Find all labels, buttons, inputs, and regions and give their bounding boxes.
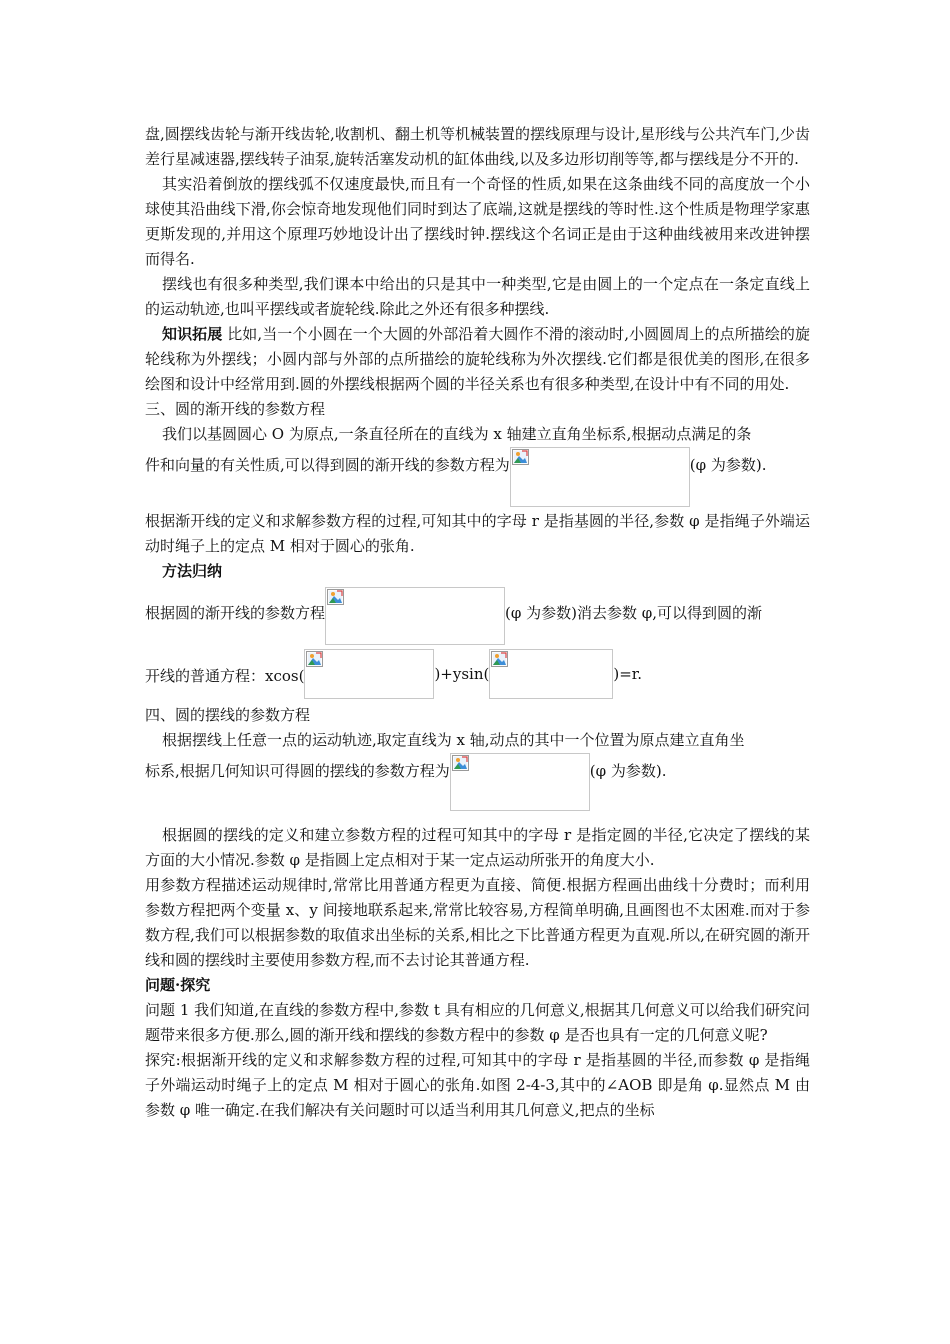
formula-image-involute-system [325,587,505,645]
method-line-1-text: 根据圆的渐开线的参数方程 [145,604,326,622]
formula-image-cycloid-parametric [450,753,590,811]
paragraph-cycloid-meaning: 根据圆的摆线的定义和建立参数方程的过程可知其中的字母 r 是指定圆的半径,它决定了摆线的某方面的大小情况.参数 φ 是指圆上定点相对于某一定点运动所张开的角度大小. [145,826,810,869]
document-page [145,122,810,1123]
formula-image-cos-argument [304,649,434,699]
broken-image-icon [327,589,344,605]
method-line-1-tail: (φ 为参数)消去参数 φ,可以得到圆的渐 [505,604,763,622]
method-line-2 [145,649,810,703]
paragraph-involute-meaning: 根据渐开线的定义和求解参数方程的过程,可知其中的字母 r 是指基圆的半径,参数 φ 是指绳子外端运动时绳子上的定点 M 相对于圆心的张角. [145,512,810,555]
paragraph-isochronism: 其实沿着倒放的摆线弧不仅速度最快,而且有一个奇怪的性质,如果在这条曲线不同的高度放一个小球使其沿曲线下滑,你会惊奇地发现他们同时到达了底端,这就是摆线的等时性.这个性质是物理学家惠更斯发现的,并用这个原理巧妙地设计出了摆线时钟.摆线这个名词正是由于这种曲线被用来改进钟摆而得名. [145,175,810,268]
involute-equation-text: 件和向量的有关性质,可以得到圆的渐开线的参数方程为 [145,456,510,474]
broken-image-icon [306,651,323,667]
cycloid-equation-line [145,753,810,815]
paragraph-parametric-advantage: 用参数方程描述运动规律时,常常比用普通方程更为直接、简便.根据方程画出曲线十分费时；而利用参数方程把两个变量 x、y 间接地联系起来,常常比较容易,方程简单明确,且画图也不太困难.而对于参数方程,我们可以根据参数的取值求出坐标的关系,相比之下比普通方程更为直观.所以,在研究圆的渐开线和圆的摆线时主要使用参数方程,而不去讨论其普通方程. [145,876,810,969]
paragraph-exploration: 探究:根据渐开线的定义和求解参数方程的过程,可知其中的字母 r 是指基圆的半径,而参数 φ 是指绳子外端运动时绳子上的定点 M 相对于圆心的张角.如图 2-4-3,其中的∠AOB 即是角 φ.显然点 M 由参数 φ 唯一确定.在我们解决有关问题时可以适当利用其几何意义,把点的坐标 [145,1051,810,1119]
involute-param-note: (φ 为参数). [689,456,767,474]
knowledge-extension-label: 知识拓展 [162,325,223,343]
paragraph-knowledge-extension [145,322,810,397]
formula-image-involute-parametric [510,447,690,507]
cycloid-equation-text: 标系,根据几何知识可得圆的摆线的参数方程为 [145,762,450,780]
method-line-2-tail: )=r. [613,665,643,683]
method-summary-heading: 方法归纳 [162,562,223,580]
paragraph-cycloid-intro: 根据摆线上任意一点的运动轨迹,取定直线为 x 轴,动点的其中一个位置为原点建立直角坐 [162,731,745,749]
question-explore-heading: 问题·探究 [145,976,211,994]
broken-image-icon [512,449,529,465]
broken-image-icon [491,651,508,667]
paragraph-applications: 盘,圆摆线齿轮与渐开线齿轮,收割机、翻土机等机械装置的摆线原理与设计,星形线与公共汽车门,少齿差行星减速器,摆线转子油泵,旋转活塞发动机的缸体曲线,以及多边形切削等等,都与摆线是分不开的. [145,125,810,168]
section-heading-cycloid: 四、圆的摆线的参数方程 [145,706,311,724]
cycloid-param-note: (φ 为参数). [589,762,667,780]
paragraph-question-1: 问题 1 我们知道,在直线的参数方程中,参数 t 具有相应的几何意义,根据其几何意义可以给我们研究问题带来很多方便.那么,圆的渐开线和摆线的参数方程中的参数 φ 是否也具有一定的几何意义呢? [145,1001,810,1044]
method-line-2-text: 开线的普通方程：xcos( [145,667,305,685]
paragraph-involute-intro: 我们以基圆圆心 O 为原点,一条直径所在的直线为 x 轴建立直角坐标系,根据动点满足的条 [162,425,752,443]
section-heading-involute: 三、圆的渐开线的参数方程 [145,400,326,418]
paragraph-cycloid-types: 摆线也有很多种类型,我们课本中给出的只是其中一种类型,它是由圆上的一个定点在一条定直线上的运动轨迹,也叫平摆线或者旋轮线.除此之外还有很多种摆线. [145,275,810,318]
involute-equation-line [145,447,810,509]
method-line-2-mid: )+ysin( [434,665,490,683]
broken-image-icon [452,755,469,771]
formula-image-sin-argument [489,649,613,699]
knowledge-extension-text: 比如,当一个小圆在一个大圆的外部沿着大圆作不滑的滚动时,小圆圆周上的点所描绘的旋轮线称为外摆线；小圆内部与外部的点所描绘的旋轮线称为外次摆线.它们都是很优美的图形,在很多绘图和设计中经常用到.圆的外摆线根据两个圆的半径关系也有很多种类型,在设计中有不同的用处. [145,325,810,393]
method-line-1 [145,587,810,649]
